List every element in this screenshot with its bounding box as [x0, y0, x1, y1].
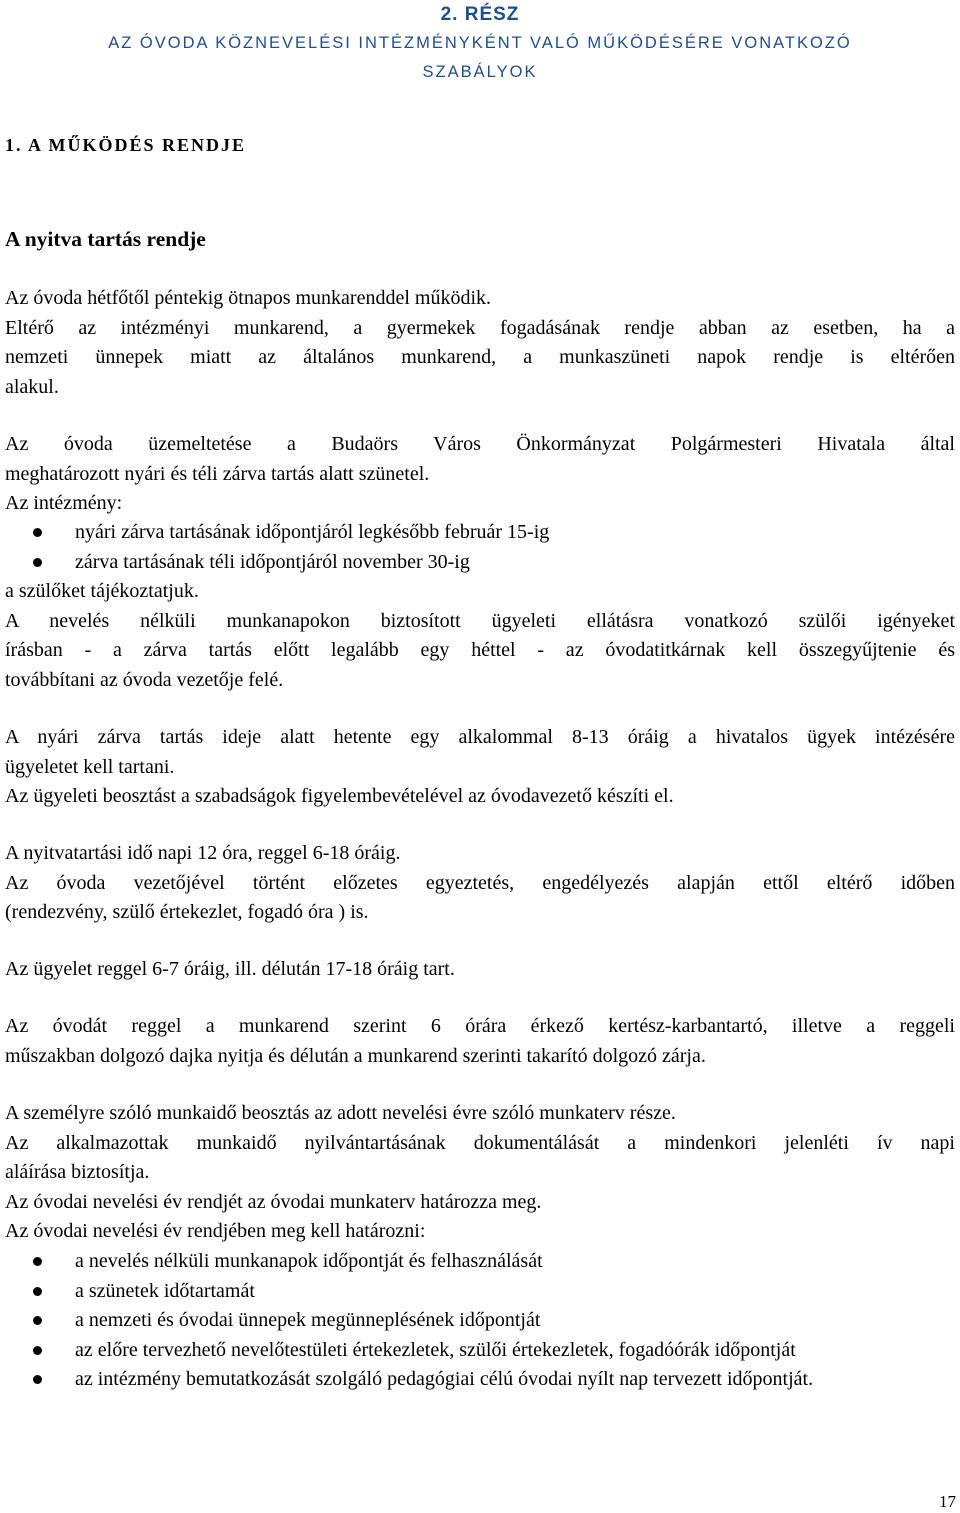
- text-line: aláírása biztosítja.: [5, 1161, 150, 1183]
- text-line: Az ügyelet reggel 6-7 óráig, ill. délután 17-18 óráig tart.: [5, 958, 455, 980]
- text-line: A nevelés nélküli munkanapokon biztosított ügyeleti ellátásra vonatkozó szülői igényeket: [5, 609, 955, 632]
- page-number: 17: [939, 1492, 956, 1511]
- text-line: Az óvoda üzemeltetése a Budaörs Város Önkormányzat Polgármesteri Hivatala által: [5, 433, 955, 455]
- bullet-list-nevelesi-ev: [5, 1247, 955, 1395]
- text-line: meghatározott nyári és téli zárva tartás alatt szünetel.: [5, 462, 430, 485]
- text-line: Az óvoda vezetőjével történt előzetes egyeztetés, engedélyezés alapján ettől eltérő időben: [5, 871, 955, 894]
- paragraph-1: [5, 284, 955, 402]
- text-line: Az óvodát reggel a munkarend szerint 6 órára érkező kertész-karbantartó, illetve a reggeli: [5, 1015, 955, 1037]
- text-line: nemzeti ünnepek miatt az általános munkarend, a munkaszüneti napok rendje is eltérően: [5, 346, 955, 368]
- part-number: 2. RÉSZ: [440, 4, 520, 25]
- paragraph-3: [5, 577, 955, 695]
- bullet-icon: [33, 1257, 42, 1266]
- text-line: írásban - a zárva tartás előtt legalább egy héttel - az óvodatitkárnak kell összegyűjtenie és: [5, 639, 955, 661]
- part-title: [5, 0, 955, 87]
- part-title-line2: SZABÁLYOK: [422, 63, 538, 81]
- paragraph-4: [5, 723, 955, 812]
- text-line: (rendezvény, szülő értekezlet, fogadó óra ) is.: [5, 901, 369, 923]
- text-line: Az ügyeleti beosztást a szabadságok figyelembevételével az óvodavezető készíti el.: [5, 785, 674, 807]
- bullet-icon: [33, 528, 42, 537]
- list-item: a szünetek időtartamát: [5, 1277, 955, 1307]
- list-item: az intézmény bemutatkozását szolgáló pedagógiai célú óvodai nyílt nap tervezett időpontját.: [5, 1365, 955, 1395]
- text-line: a szülőket tájékoztatjuk.: [5, 580, 199, 602]
- text-line: ügyeletet kell tartani.: [5, 755, 175, 778]
- bullet-icon: [33, 1346, 42, 1355]
- list-item: a nemzeti és óvodai ünnepek megünneplésének időpontját: [5, 1306, 955, 1336]
- bullet-list-institution: [5, 518, 955, 577]
- part-title-line1: AZ ÓVODA KÖZNEVELÉSI INTÉZMÉNYKÉNT VALÓ MŰKÖDÉSÉRE VONATKOZÓ: [108, 34, 852, 52]
- list-item: az előre tervezhető nevelőtestületi értekezletek, szülői értekezletek, fogadóórák időpontját: [5, 1336, 955, 1366]
- text-line: Az óvodai nevelési év rendjében meg kell határozni:: [5, 1220, 426, 1242]
- paragraph-5: [5, 839, 955, 928]
- text-line: Eltérő az intézményi munkarend, a gyermekek fogadásának rendje abban az esetben, ha a: [5, 316, 955, 339]
- bullet-icon: [33, 1375, 42, 1384]
- paragraph-8: [5, 1099, 955, 1247]
- text-line: Az alkalmazottak munkaidő nyilvántartásának dokumentálását a mindenkori jelenléti ív napi: [5, 1131, 955, 1154]
- list-item: zárva tartásának téli időpontjáról november 30-ig: [5, 548, 955, 578]
- bullet-icon: [33, 1316, 42, 1325]
- text-line: A személyre szóló munkaidő beosztás az adott nevelési évre szóló munkaterv része.: [5, 1102, 676, 1124]
- text-line: Az óvoda hétfőtől péntekig ötnapos munkarenddel működik.: [5, 287, 492, 309]
- paragraph-7: [5, 1012, 955, 1071]
- section-title: 1. A MŰKÖDÉS RENDJE: [5, 135, 247, 155]
- text-line: A nyitvatartási idő napi 12 óra, reggel 6-18 óráig.: [5, 842, 401, 864]
- bullet-icon: [33, 558, 42, 567]
- text-line: Az intézmény:: [5, 492, 123, 514]
- list-item: a nevelés nélküli munkanapok időpontját és felhasználását: [5, 1247, 955, 1277]
- text-line: alakul.: [5, 375, 59, 398]
- text-line: műszakban dolgozó dajka nyitja és délután a munkarend szerinti takarító dolgozó zárja.: [5, 1044, 706, 1067]
- heading-opening-hours: A nyitva tartás rendje: [5, 227, 206, 251]
- text-line: továbbítani az óvoda vezetője felé.: [5, 668, 284, 691]
- list-item: nyári zárva tartásának időpontjáról legkésőbb február 15-ig: [5, 518, 955, 548]
- text-line: Az óvodai nevelési év rendjét az óvodai munkaterv határozza meg.: [5, 1190, 542, 1213]
- bullet-icon: [33, 1287, 42, 1296]
- paragraph-6: [5, 955, 955, 985]
- paragraph-2: [5, 430, 955, 519]
- text-line: A nyári zárva tartás ideje alatt hetente egy alkalommal 8-13 óráig a hivatalos ügyek intézésére: [5, 726, 955, 748]
